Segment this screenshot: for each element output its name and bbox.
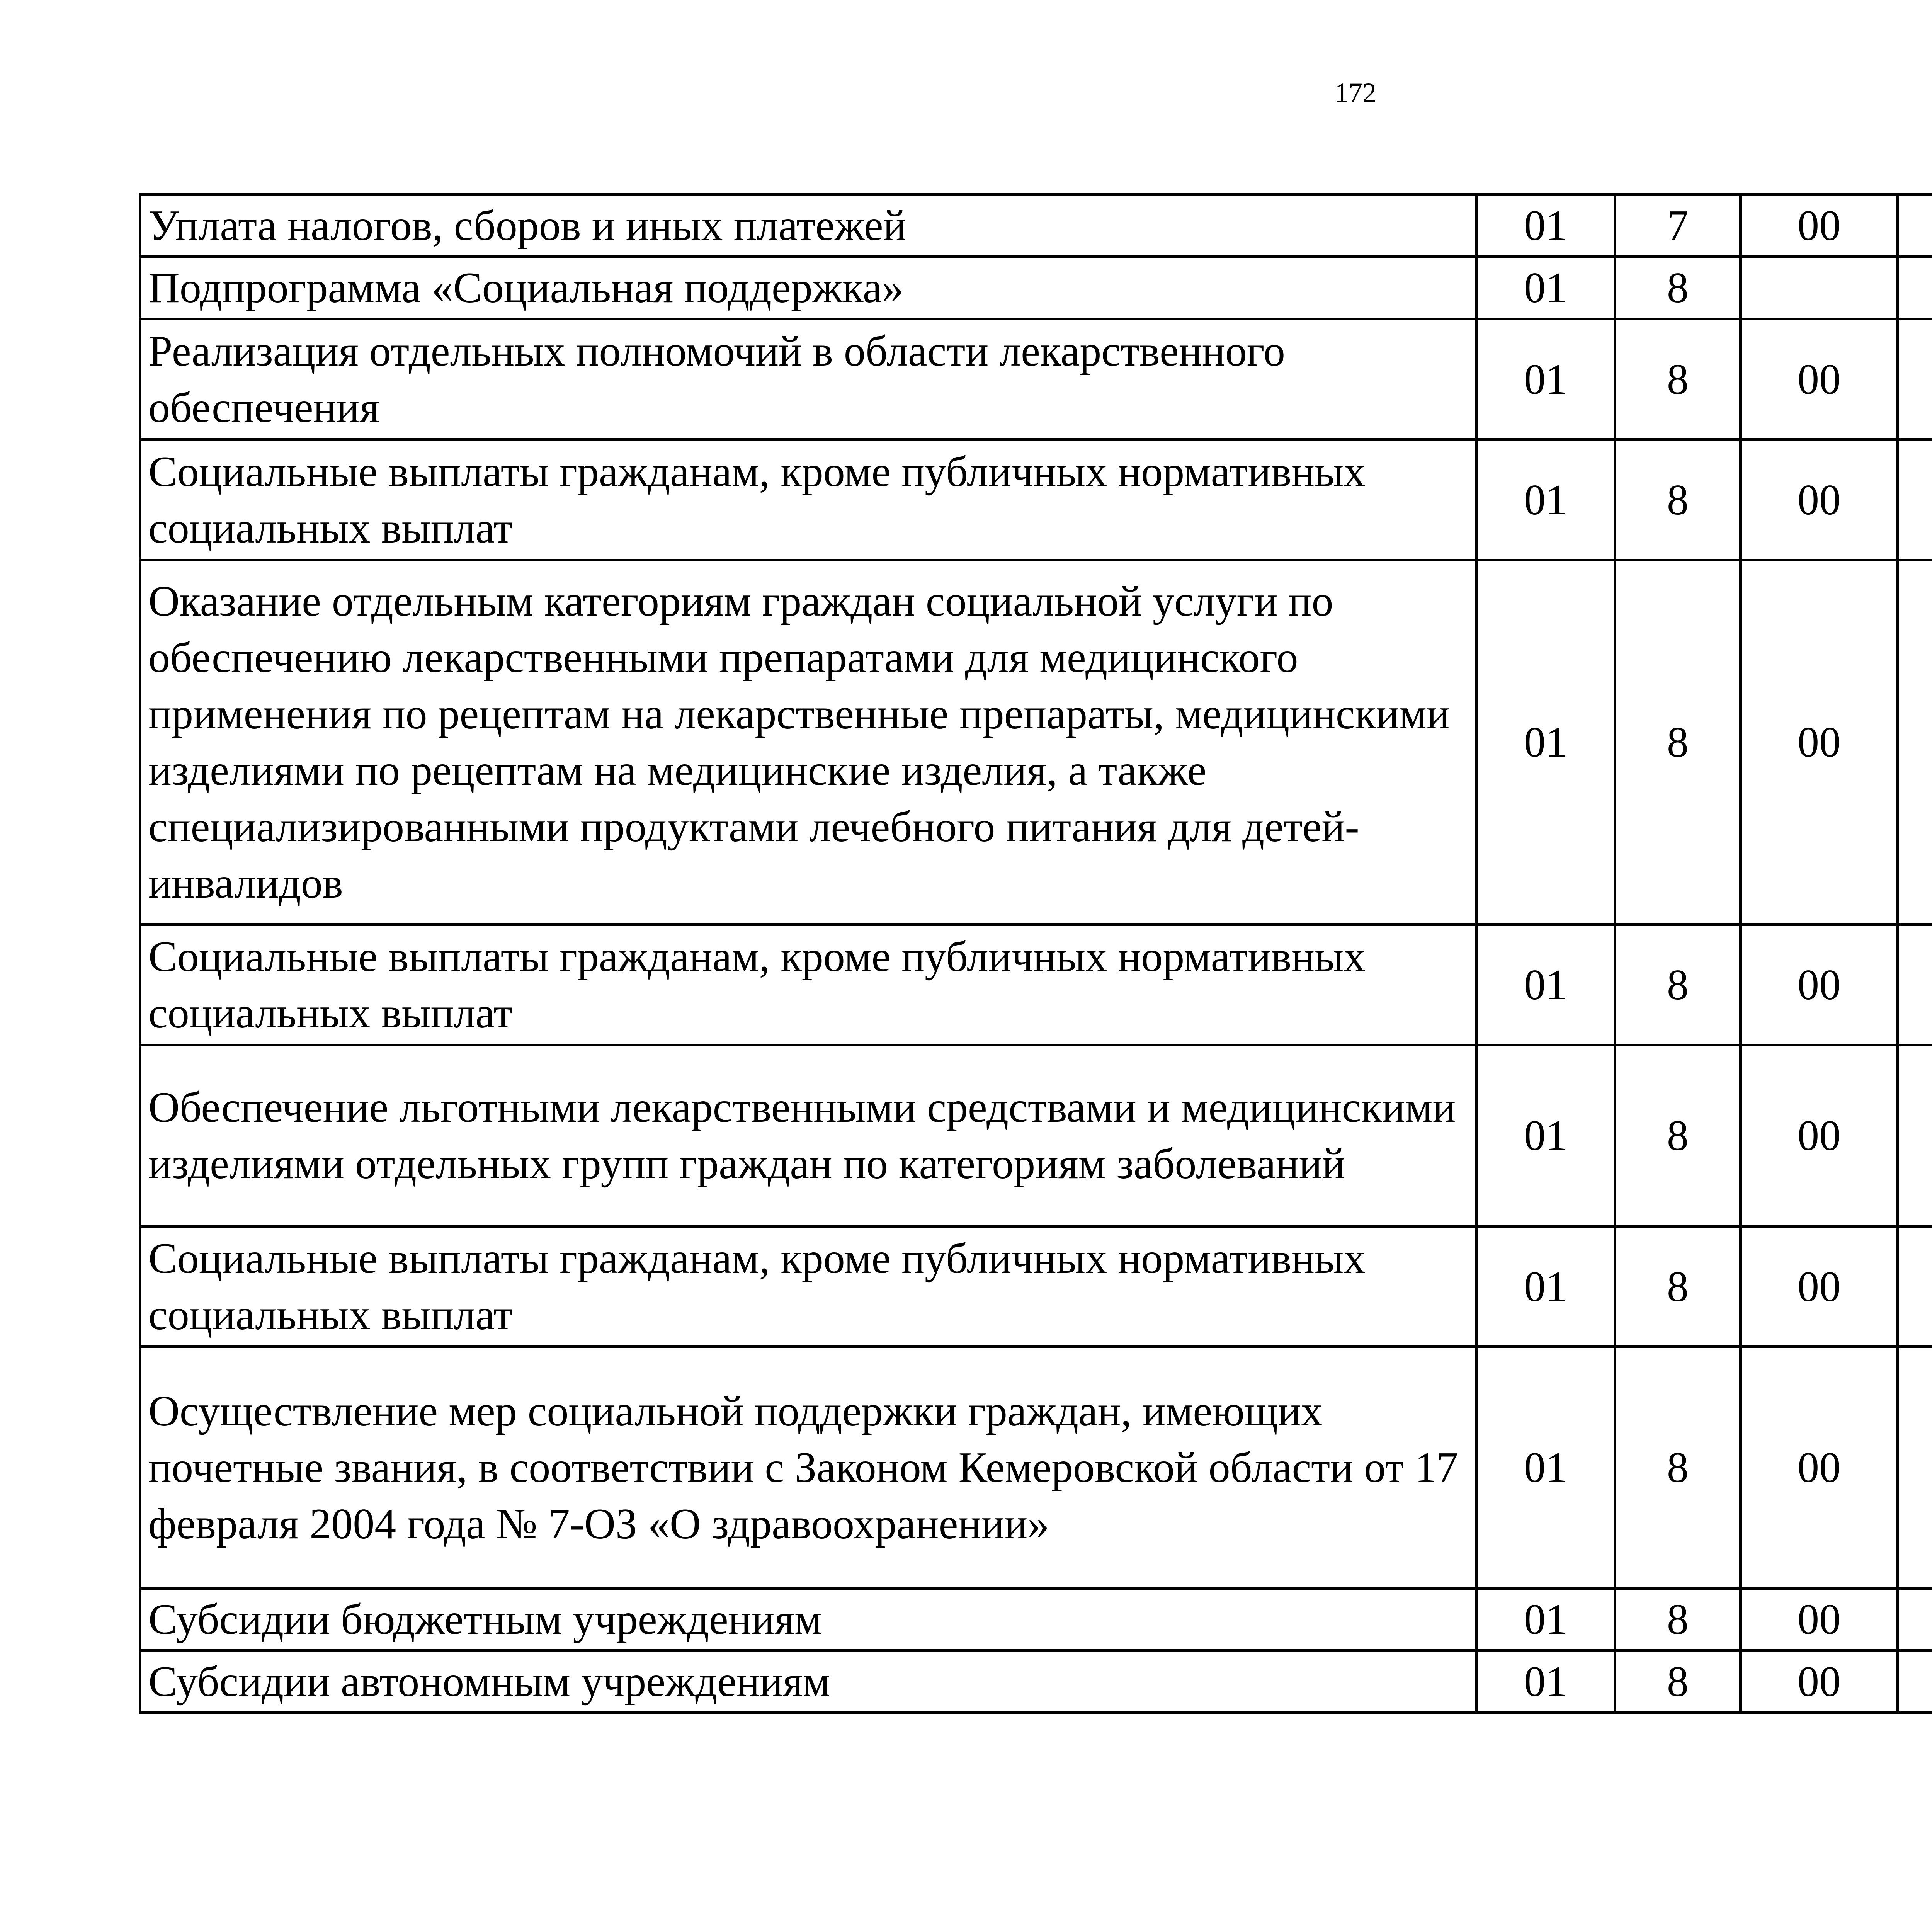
row-name: Подпрограмма «Социальная поддержка» xyxy=(140,257,1476,319)
row-code-1: 01 xyxy=(1476,1045,1615,1226)
row-code-2: 8 xyxy=(1615,1347,1741,1589)
table-row xyxy=(140,925,1932,1045)
row-code-1: 01 xyxy=(1476,1589,1615,1651)
row-code-3: 00 xyxy=(1741,1347,1898,1589)
row-code-4 xyxy=(1898,925,1932,1045)
row-code-3: 00 xyxy=(1741,195,1898,257)
row-name: Уплата налогов, сборов и иных платежей xyxy=(140,195,1476,257)
row-name: Социальные выплаты гражданам, кроме публичных нормативных социальных выплат xyxy=(140,440,1476,560)
row-code-2: 8 xyxy=(1615,440,1741,560)
page-number: 172 xyxy=(1335,77,1376,108)
row-code-2: 7 xyxy=(1615,195,1741,257)
row-code-2: 8 xyxy=(1615,560,1741,925)
row-code-3: 00 xyxy=(1741,319,1898,440)
row-code-1: 01 xyxy=(1476,195,1615,257)
row-code-2: 8 xyxy=(1615,1045,1741,1226)
row-code-2: 8 xyxy=(1615,1651,1741,1713)
row-code-4 xyxy=(1898,319,1932,440)
table-row xyxy=(140,1347,1932,1589)
row-code-1: 01 xyxy=(1476,925,1615,1045)
row-code-2: 8 xyxy=(1615,1589,1741,1651)
row-code-1: 01 xyxy=(1476,1226,1615,1347)
row-code-1: 01 xyxy=(1476,1651,1615,1713)
row-code-3: 00 xyxy=(1741,1651,1898,1713)
row-code-1: 01 xyxy=(1476,319,1615,440)
row-code-4 xyxy=(1898,560,1932,925)
row-code-1: 01 xyxy=(1476,440,1615,560)
row-code-4 xyxy=(1898,257,1932,319)
row-code-3 xyxy=(1741,257,1898,319)
row-code-3: 00 xyxy=(1741,925,1898,1045)
row-name: Субсидии бюджетным учреждениям xyxy=(140,1589,1476,1651)
row-code-2: 8 xyxy=(1615,319,1741,440)
table-row xyxy=(140,560,1932,925)
table-row xyxy=(140,1045,1932,1226)
row-name: Социальные выплаты гражданам, кроме публичных нормативных социальных выплат xyxy=(140,925,1476,1045)
row-code-1: 01 xyxy=(1476,1347,1615,1589)
row-code-4 xyxy=(1898,1651,1932,1713)
row-name: Реализация отдельных полномочий в области лекарственного обеспечения xyxy=(140,319,1476,440)
budget-table xyxy=(139,193,1932,1714)
table-row xyxy=(140,319,1932,440)
row-code-3: 00 xyxy=(1741,1226,1898,1347)
row-code-1: 01 xyxy=(1476,257,1615,319)
row-code-1: 01 xyxy=(1476,560,1615,925)
row-code-4 xyxy=(1898,1045,1932,1226)
row-code-3: 00 xyxy=(1741,440,1898,560)
row-code-4 xyxy=(1898,1347,1932,1589)
row-code-3: 00 xyxy=(1741,1045,1898,1226)
row-code-2: 8 xyxy=(1615,1226,1741,1347)
row-code-4 xyxy=(1898,195,1932,257)
row-code-4 xyxy=(1898,1226,1932,1347)
table-row xyxy=(140,1589,1932,1651)
table-row xyxy=(140,1651,1932,1713)
row-name: Оказание отдельным категориям граждан социальной услуги по обеспечению лекарственными препаратами для медицинского применения по рецептам на лекарственные препараты, медицинскими изделиями по рецептам на медицинские изделия, а также специализированными продуктами лечебного питания для детей-инвалидов xyxy=(140,560,1476,925)
row-code-3: 00 xyxy=(1741,1589,1898,1651)
row-code-3: 00 xyxy=(1741,560,1898,925)
table-row xyxy=(140,257,1932,319)
table-row xyxy=(140,1226,1932,1347)
row-name: Социальные выплаты гражданам, кроме публичных нормативных социальных выплат xyxy=(140,1226,1476,1347)
row-code-4 xyxy=(1898,440,1932,560)
row-code-2: 8 xyxy=(1615,257,1741,319)
row-name: Обеспечение льготными лекарственными средствами и медицинскими изделиями отдельных групп граждан по категориям заболеваний xyxy=(140,1045,1476,1226)
table-row xyxy=(140,440,1932,560)
row-code-2: 8 xyxy=(1615,925,1741,1045)
row-code-4 xyxy=(1898,1589,1932,1651)
row-name: Субсидии автономным учреждениям xyxy=(140,1651,1476,1713)
row-name: Осуществление мер социальной поддержки граждан, имеющих почетные звания, в соответствии с Законом Кемеровской области от 17 февраля 2004 года № 7-ОЗ «О здравоохранении» xyxy=(140,1347,1476,1589)
table-row xyxy=(140,195,1932,257)
